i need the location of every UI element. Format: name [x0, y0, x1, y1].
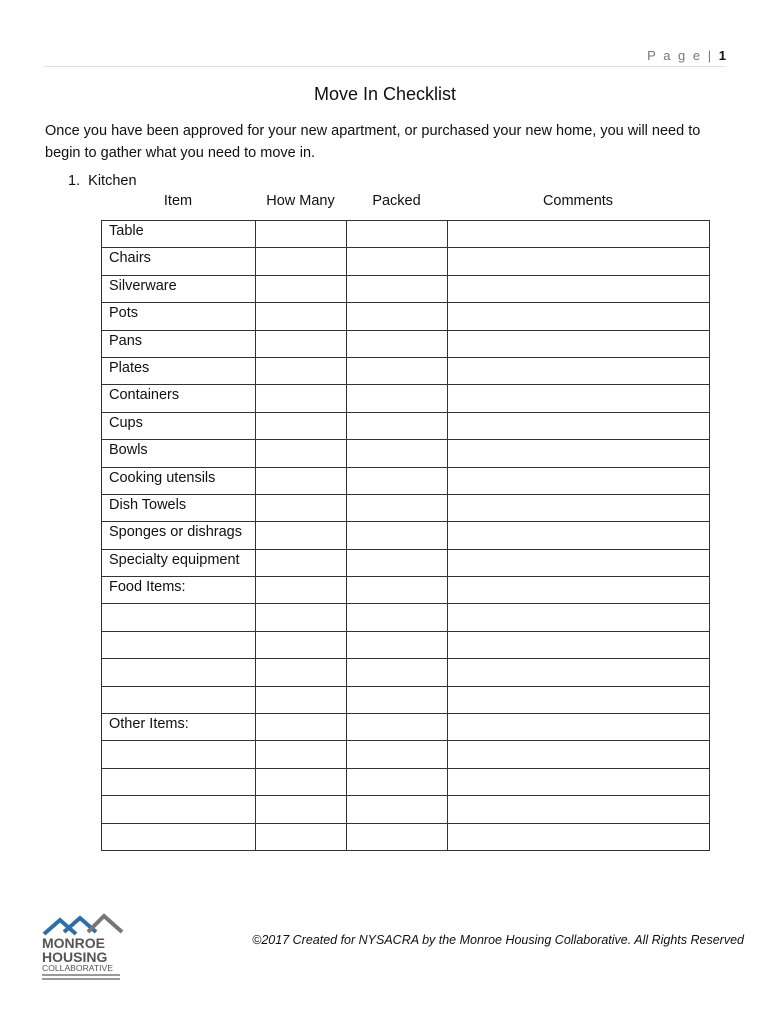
table-row [102, 549, 710, 576]
comments-cell[interactable] [448, 741, 710, 768]
comments-cell[interactable] [448, 714, 710, 741]
column-header-packed: Packed [372, 193, 421, 209]
packed-cell[interactable] [347, 522, 448, 549]
item-cell[interactable] [102, 796, 256, 823]
section-heading [68, 173, 137, 189]
packed-cell[interactable] [347, 303, 448, 330]
item-cell[interactable] [102, 631, 256, 658]
table-row [102, 631, 710, 658]
table-header [101, 193, 709, 213]
comments-cell[interactable] [448, 823, 710, 850]
packed-cell[interactable] [347, 440, 448, 467]
how-many-cell[interactable] [256, 275, 347, 302]
item-cell[interactable] [102, 604, 256, 631]
table-row [102, 659, 710, 686]
packed-cell[interactable] [347, 631, 448, 658]
how-many-cell[interactable] [256, 248, 347, 275]
item-cell: Food Items: [102, 577, 256, 604]
table-row [102, 577, 710, 604]
item-cell[interactable] [102, 686, 256, 713]
table-row [102, 686, 710, 713]
comments-cell[interactable] [448, 522, 710, 549]
how-many-cell[interactable] [256, 412, 347, 439]
how-many-cell[interactable] [256, 768, 347, 795]
comments-cell[interactable] [448, 686, 710, 713]
packed-cell[interactable] [347, 549, 448, 576]
intro-paragraph: Once you have been approved for your new apartment, or purchased your new home, you will need to begin to gather what you need to move in. [45, 123, 701, 161]
logo-text-monroe: MONROE [42, 935, 105, 951]
packed-cell[interactable] [347, 357, 448, 384]
roof-line-gray [88, 916, 122, 932]
item-cell: Silverware [102, 275, 256, 302]
comments-cell[interactable] [448, 577, 710, 604]
item-cell: Pots [102, 303, 256, 330]
logo-text-housing: HOUSING [42, 949, 108, 965]
page-separator: | [707, 48, 714, 63]
checklist-table [101, 220, 710, 851]
how-many-cell[interactable] [256, 577, 347, 604]
column-header-item: Item [163, 193, 193, 209]
section-number: 1. [68, 173, 81, 189]
table-row [102, 467, 710, 494]
table-row [102, 221, 710, 248]
item-cell[interactable] [102, 768, 256, 795]
item-cell: Dish Towels [102, 494, 256, 521]
table-row [102, 604, 710, 631]
table-row [102, 823, 710, 850]
how-many-cell[interactable] [256, 604, 347, 631]
how-many-cell[interactable] [256, 357, 347, 384]
table-row [102, 385, 710, 412]
item-cell: Sponges or dishrags [102, 522, 256, 549]
comments-cell[interactable] [448, 303, 710, 330]
comments-cell[interactable] [448, 221, 710, 248]
packed-cell[interactable] [347, 494, 448, 521]
comments-cell[interactable] [448, 768, 710, 795]
how-many-cell[interactable] [256, 440, 347, 467]
page-label: P a g e [647, 48, 703, 63]
packed-cell[interactable] [347, 823, 448, 850]
how-many-cell[interactable] [256, 385, 347, 412]
table-row [102, 275, 710, 302]
packed-cell[interactable] [347, 659, 448, 686]
page-number-value: 1 [718, 48, 726, 63]
item-cell[interactable] [102, 823, 256, 850]
roof-icon [44, 916, 122, 934]
comments-cell[interactable] [448, 440, 710, 467]
page-title: Move In Checklist [313, 84, 457, 104]
how-many-cell[interactable] [256, 303, 347, 330]
comments-cell[interactable] [448, 412, 710, 439]
packed-cell[interactable] [347, 577, 448, 604]
how-many-cell[interactable] [256, 330, 347, 357]
packed-cell[interactable] [347, 330, 448, 357]
comments-cell[interactable] [448, 385, 710, 412]
logo-fine-print [42, 974, 120, 976]
table-row [102, 494, 710, 521]
logo-text-collaborative: COLLABORATIVE [42, 963, 113, 973]
comments-cell[interactable] [448, 467, 710, 494]
item-cell: Bowls [102, 440, 256, 467]
comments-cell[interactable] [448, 357, 710, 384]
table-row [102, 522, 710, 549]
item-cell[interactable] [102, 741, 256, 768]
header-divider [44, 66, 726, 67]
table-row [102, 248, 710, 275]
how-many-cell[interactable] [256, 549, 347, 576]
comments-cell[interactable] [448, 275, 710, 302]
item-cell: Cups [102, 412, 256, 439]
comments-cell[interactable] [448, 330, 710, 357]
column-header-comments: Comments [542, 193, 614, 209]
page-number [647, 48, 726, 63]
how-many-cell[interactable] [256, 659, 347, 686]
packed-cell[interactable] [347, 467, 448, 494]
packed-cell[interactable] [347, 248, 448, 275]
packed-cell[interactable] [347, 741, 448, 768]
table-row [102, 768, 710, 795]
how-many-cell[interactable] [256, 494, 347, 521]
how-many-cell[interactable] [256, 522, 347, 549]
table-row [102, 714, 710, 741]
packed-cell[interactable] [347, 604, 448, 631]
table-row [102, 412, 710, 439]
packed-cell[interactable] [347, 412, 448, 439]
comments-cell[interactable] [448, 248, 710, 275]
table-row [102, 330, 710, 357]
packed-cell[interactable] [347, 385, 448, 412]
monroe-housing-logo [40, 910, 130, 982]
how-many-cell[interactable] [256, 741, 347, 768]
comments-cell[interactable] [448, 494, 710, 521]
how-many-cell[interactable] [256, 467, 347, 494]
how-many-cell[interactable] [256, 221, 347, 248]
packed-cell[interactable] [347, 714, 448, 741]
comments-cell[interactable] [448, 604, 710, 631]
logo-fine-print-2 [42, 978, 120, 980]
item-cell: Cooking utensils [102, 467, 256, 494]
column-header-how-many: How Many [266, 193, 335, 209]
table-row [102, 796, 710, 823]
item-cell: Pans [102, 330, 256, 357]
table-row [102, 440, 710, 467]
comments-cell[interactable] [448, 549, 710, 576]
section-name: Kitchen [88, 173, 137, 189]
copyright-footer: ©2017 Created for NYSACRA by the Monroe Housing Collaborative. All Rights Reserved [252, 933, 744, 947]
item-cell: Plates [102, 357, 256, 384]
how-many-cell[interactable] [256, 686, 347, 713]
item-cell[interactable] [102, 659, 256, 686]
table-row [102, 357, 710, 384]
item-cell: Chairs [102, 248, 256, 275]
how-many-cell[interactable] [256, 823, 347, 850]
comments-cell[interactable] [448, 631, 710, 658]
table-row [102, 741, 710, 768]
packed-cell[interactable] [347, 796, 448, 823]
item-cell: Specialty equipment [102, 549, 256, 576]
item-cell: Table [102, 221, 256, 248]
packed-cell[interactable] [347, 221, 448, 248]
table-row [102, 303, 710, 330]
comments-cell[interactable] [448, 796, 710, 823]
comments-cell[interactable] [448, 659, 710, 686]
how-many-cell[interactable] [256, 796, 347, 823]
packed-cell[interactable] [347, 275, 448, 302]
how-many-cell[interactable] [256, 714, 347, 741]
item-cell: Other Items: [102, 714, 256, 741]
how-many-cell[interactable] [256, 631, 347, 658]
packed-cell[interactable] [347, 768, 448, 795]
item-cell: Containers [102, 385, 256, 412]
packed-cell[interactable] [347, 686, 448, 713]
